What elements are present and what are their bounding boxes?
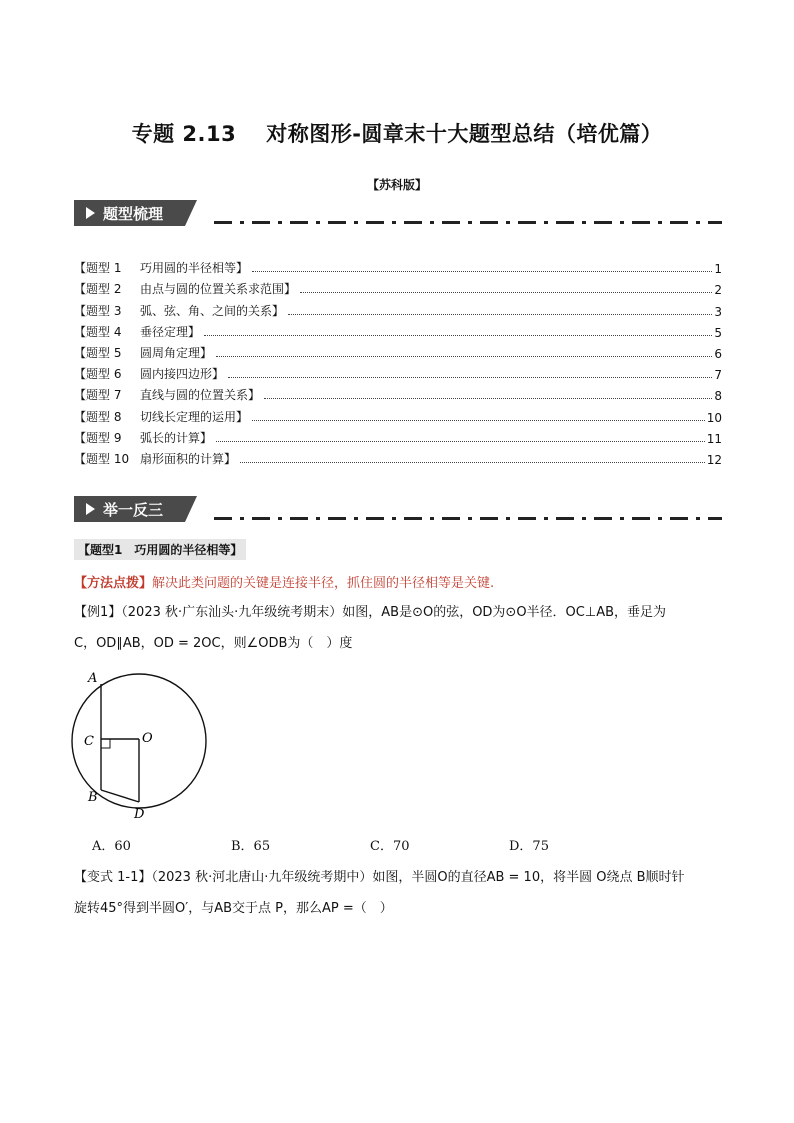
toc-page-number: 2 bbox=[714, 283, 722, 298]
choice-c: C．70 bbox=[370, 839, 410, 854]
toc-entry[interactable] bbox=[74, 340, 722, 361]
toc-entry-number: 【题型 3 bbox=[74, 303, 122, 318]
toc-leader-dots bbox=[300, 292, 712, 293]
toc-entry-label bbox=[74, 429, 212, 446]
toc-entry-label bbox=[74, 280, 296, 297]
title-number: 专题 2.13 bbox=[131, 122, 237, 146]
method-tag: 【方法点拨】 bbox=[74, 576, 153, 591]
toc-page-number: 10 bbox=[706, 410, 722, 425]
toc-leader-dots bbox=[264, 398, 712, 399]
dash-divider bbox=[214, 517, 722, 520]
toc-entry[interactable] bbox=[74, 425, 722, 446]
toc-entry-text: 由点与圆的位置关系求范围】 bbox=[140, 282, 297, 297]
page-title bbox=[0, 118, 794, 148]
toc-entry-number: 【题型 1 bbox=[74, 261, 122, 276]
dash-divider bbox=[214, 221, 722, 224]
toc-entry-number: 【题型 10 bbox=[74, 451, 130, 466]
circle-figure bbox=[68, 668, 218, 826]
toc-entry-number: 【题型 5 bbox=[74, 345, 122, 360]
label-d: D bbox=[134, 807, 145, 822]
toc-entry[interactable] bbox=[74, 446, 722, 467]
example1-line2: C，OD∥AB，OD = 2OC，则∠ODB为（ ）度 bbox=[74, 636, 353, 651]
choice-a: A．60 bbox=[92, 839, 131, 854]
toc-entry-label bbox=[74, 408, 248, 425]
toc-entry-text: 圆内接四边形】 bbox=[140, 367, 225, 382]
toc-page-number: 1 bbox=[714, 262, 722, 277]
toc-entry-label bbox=[74, 259, 248, 276]
toc-entry-text: 弧、弦、角、之间的关系】 bbox=[140, 303, 285, 318]
toc-page-number: 8 bbox=[714, 389, 722, 404]
toc-entry-label bbox=[74, 323, 200, 340]
toc-entry-number: 【题型 2 bbox=[74, 282, 122, 297]
examples-banner-label: 举一反三 bbox=[103, 500, 164, 519]
toc-entry-text: 弧长的计算】 bbox=[140, 430, 213, 445]
toc-page-number: 7 bbox=[714, 368, 722, 383]
example1-text bbox=[74, 597, 722, 659]
table-of-contents bbox=[74, 255, 722, 467]
title-text: 对称图形-圆章末十大题型总结（培优篇） bbox=[266, 122, 663, 146]
toc-page-number: 11 bbox=[706, 431, 722, 446]
toc-leader-dots bbox=[204, 335, 712, 336]
toc-entry-text: 直线与圆的位置关系】 bbox=[140, 388, 261, 403]
toc-banner-label: 题型梳理 bbox=[103, 204, 164, 223]
toc-entry-number: 【题型 6 bbox=[74, 367, 122, 382]
toc-entry[interactable] bbox=[74, 297, 722, 318]
label-o: O bbox=[142, 731, 153, 746]
toc-page-number: 12 bbox=[706, 452, 722, 467]
toc-entry-label bbox=[74, 450, 236, 467]
toc-entry[interactable] bbox=[74, 403, 722, 424]
toc-leader-dots bbox=[216, 441, 705, 442]
label-c: C bbox=[84, 734, 94, 749]
toc-entry-text: 切线长定理的运用】 bbox=[140, 409, 249, 424]
example1-line1: 【例1】（2023 秋·广东汕头·九年级统考期末）如图，AB是⊙O的弦，OD为⊙O半径．OC⊥AB，垂足为 bbox=[74, 605, 667, 620]
toc-entry-label bbox=[74, 344, 212, 361]
toc-entry[interactable] bbox=[74, 255, 722, 276]
toc-entry-text: 扇形面积的计算】 bbox=[140, 451, 237, 466]
method-tip bbox=[74, 572, 494, 591]
variant1-1-line1: 【变式 1-1】（2023 秋·河北唐山·九年级统考期中）如图，半圆O的直径AB = 10，将半圆 O绕点 B顺时针 bbox=[74, 870, 685, 885]
toc-entry-text: 垂径定理】 bbox=[140, 324, 201, 339]
toc-entry-number: 【题型 7 bbox=[74, 388, 122, 403]
toc-leader-dots bbox=[240, 462, 705, 463]
method-text: 解决此类问题的关键是连接半径，抓住圆的半径相等是关键. bbox=[152, 576, 495, 591]
toc-entry[interactable] bbox=[74, 361, 722, 382]
toc-entry[interactable] bbox=[74, 276, 722, 297]
toc-page-number: 6 bbox=[714, 346, 722, 361]
toc-page-number: 3 bbox=[714, 304, 722, 319]
toc-leader-dots bbox=[252, 420, 705, 421]
toc-entry-text: 巧用圆的半径相等】 bbox=[140, 261, 249, 276]
toc-page-number: 5 bbox=[714, 325, 722, 340]
toc-entry-number: 【题型 4 bbox=[74, 324, 122, 339]
toc-leader-dots bbox=[216, 356, 712, 357]
variant1-1-text bbox=[74, 862, 722, 924]
toc-entry-label bbox=[74, 365, 224, 382]
toc-entry-number: 【题型 8 bbox=[74, 409, 122, 424]
toc-entry[interactable] bbox=[74, 319, 722, 340]
choice-d: D．75 bbox=[509, 839, 549, 854]
label-a: A bbox=[88, 671, 98, 686]
label-b: B bbox=[88, 790, 98, 805]
variant1-1-line2: 旋转45°得到半圆O′，与AB交于点 P，那么AP =（ ） bbox=[74, 901, 393, 916]
toc-entry-text: 圆周角定理】 bbox=[140, 345, 213, 360]
play-triangle-icon bbox=[86, 207, 95, 219]
choice-b: B．65 bbox=[231, 839, 271, 854]
toc-entry-label bbox=[74, 302, 284, 319]
edition-label: 【苏科版】 bbox=[366, 178, 427, 192]
toc-entry-label bbox=[74, 386, 260, 403]
toc-banner bbox=[74, 200, 722, 226]
example1-choices bbox=[92, 835, 692, 854]
examples-banner bbox=[74, 496, 722, 522]
toc-leader-dots bbox=[288, 314, 712, 315]
type1-header: 【题型1 巧用圆的半径相等】 bbox=[74, 539, 246, 560]
right-angle-mark bbox=[101, 739, 110, 748]
toc-entry-number: 【题型 9 bbox=[74, 430, 122, 445]
play-triangle-icon bbox=[86, 503, 95, 515]
examples-banner-tab bbox=[74, 496, 185, 522]
toc-entry[interactable] bbox=[74, 382, 722, 403]
toc-leader-dots bbox=[228, 377, 712, 378]
toc-banner-tab bbox=[74, 200, 185, 226]
toc-leader-dots bbox=[252, 271, 712, 272]
